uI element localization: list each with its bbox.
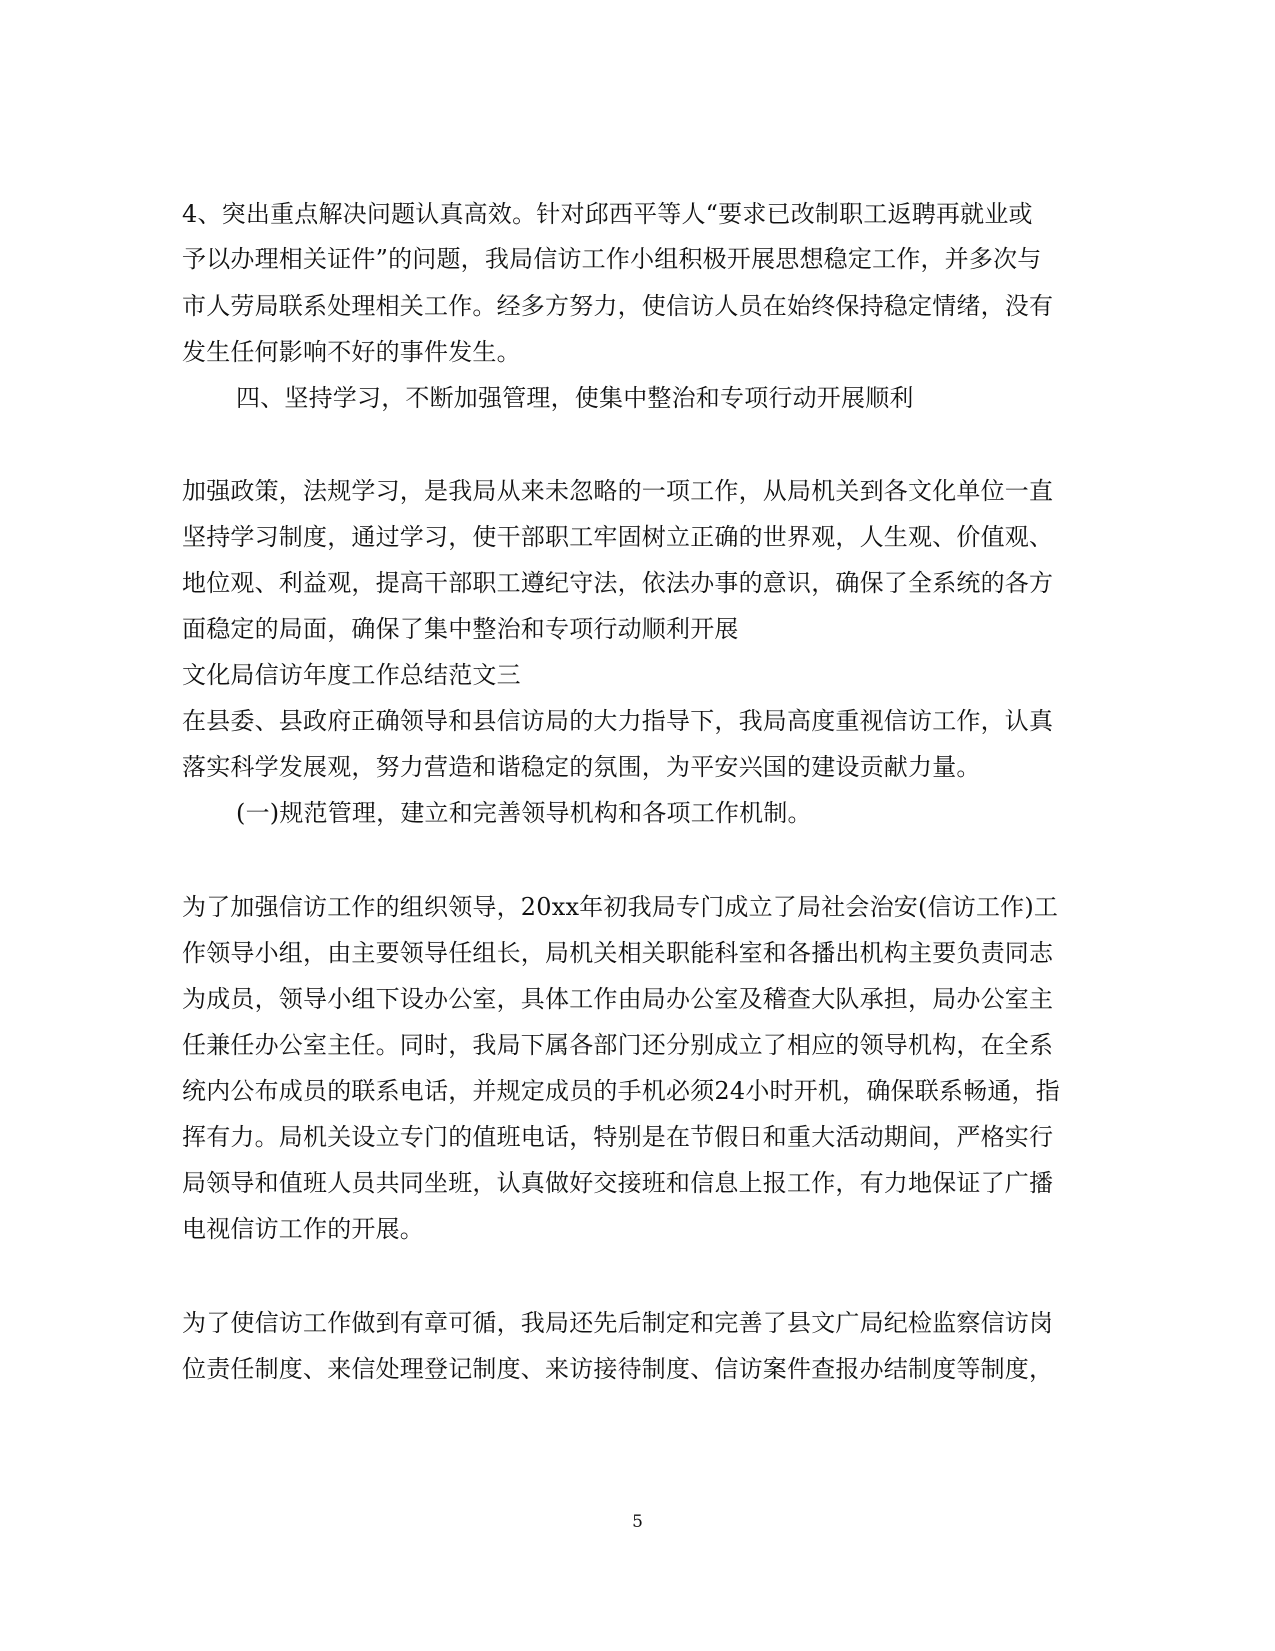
text-line: 作领导小组，由主要领导任组长，局机关相关职能科室和各播出机构主要负责同志: [182, 939, 1054, 967]
text-line: 面稳定的局面，确保了集中整治和专项行动顺利开展: [182, 615, 739, 643]
text-line: 局领导和值班人员共同坐班，认真做好交接班和信息上报工作，有力地保证了广播: [182, 1169, 1054, 1197]
text-line: 任兼任办公室主任。同时，我局下属各部门还分别成立了相应的领导机构，在全系: [182, 1031, 1054, 1059]
text-line: 位责任制度、来信处理登记制度、来访接待制度、信访案件查报办结制度等制度，: [182, 1355, 1054, 1383]
text-line: 电视信访工作的开展。: [182, 1215, 424, 1243]
text-line: 在县委、县政府正确领导和县信访局的大力指导下，我局高度重视信访工作，认真: [182, 707, 1054, 735]
text-line: 予以办理相关证件”的问题，我局信访工作小组积极开展思想稳定工作，并多次与: [182, 245, 1042, 273]
text-line: 发生任何影响不好的事件发生。: [182, 338, 521, 366]
page-number: 5: [632, 1512, 643, 1532]
text-line: 为成员，领导小组下设办公室，具体工作由局办公室及稽查大队承担，局办公室主: [182, 985, 1054, 1013]
text-line: 加强政策，法规学习，是我局从来未忽略的一项工作，从局机关到各文化单位一直: [182, 477, 1054, 505]
document-title: 文化局信访年度工作总结范文三: [182, 661, 521, 689]
text-line: 坚持学习制度，通过学习，使干部职工牢固树立正确的世界观，人生观、价值观、: [182, 523, 1054, 551]
section-heading: (一)规范管理，建立和完善领导机构和各项工作机制。: [236, 799, 812, 827]
text-line: 地位观、利益观，提高干部职工遵纪守法，依法办事的意识，确保了全系统的各方: [182, 569, 1054, 597]
text-line: 落实科学发展观，努力营造和谐稳定的氛围，为平安兴国的建设贡献力量。: [182, 753, 981, 781]
text-line: 为了加强信访工作的组织领导，20xx年初我局专门成立了局社会治安(信访工作)工: [182, 893, 1059, 921]
text-line: 挥有力。局机关设立专门的值班电话，特别是在节假日和重大活动期间，严格实行: [182, 1123, 1054, 1151]
text-line: 4、突出重点解决问题认真高效。针对邱西平等人“要求已改制职工返聘再就业或: [182, 200, 1033, 228]
section-heading: 四、坚持学习，不断加强管理，使集中整治和专项行动开展顺利: [236, 384, 914, 412]
text-line: 市人劳局联系处理相关工作。经多方努力，使信访人员在始终保持稳定情绪，没有: [182, 292, 1054, 320]
text-line: 统内公布成员的联系电话，并规定成员的手机必须24小时开机，确保联系畅通，指: [182, 1077, 1060, 1105]
text-line: 为了使信访工作做到有章可循，我局还先后制定和完善了县文广局纪检监察信访岗: [182, 1309, 1054, 1337]
